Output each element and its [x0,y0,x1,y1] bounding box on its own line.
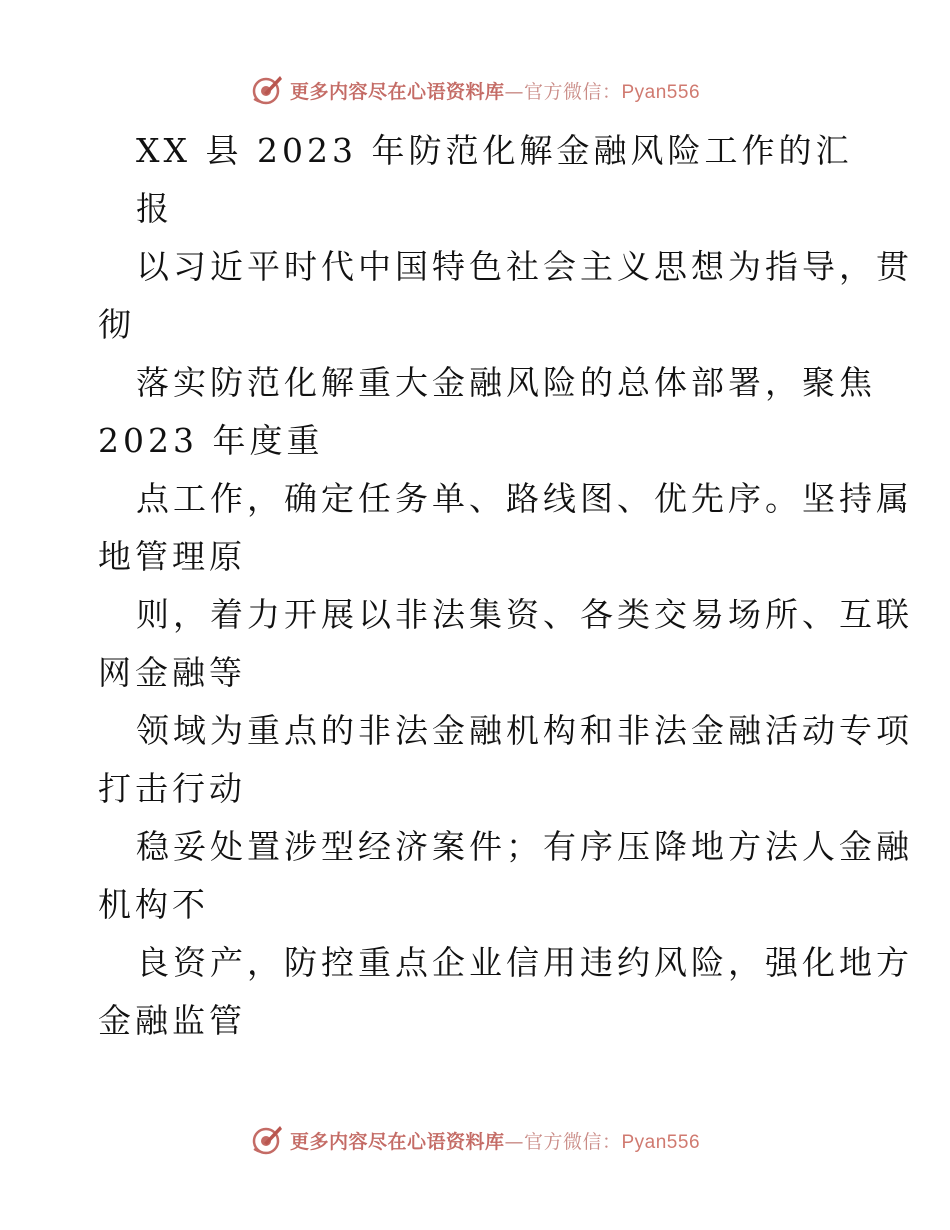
banner-separator: — [504,80,524,103]
paragraph-line: 良资产，防控重点企业信用违约风险，强化地方 [136,943,913,982]
quill-logo-icon [250,1123,284,1157]
paragraph-line: 则，着力开展以非法集资、各类交易场所、互联 [136,595,913,634]
banner-text [290,77,700,104]
banner-wechat-label: 官方微信： [523,80,622,103]
paragraph-line: 金融监管 [98,1001,246,1040]
paragraph-line: 稳妥处置涉型经济案件；有序压降地方法人金融 [136,827,913,866]
paragraph-line: 点工作，确定任务单、路线图、优先序。坚持属 [136,479,913,518]
paragraph-line: 以习近平时代中国特色社会主义思想为指导，贯 [136,247,913,286]
banner-wechat-id: Pyan556 [621,81,701,103]
paragraph-line: 落实防范化解重大金融风险的总体部署，聚焦 [136,363,876,402]
paragraph-line: 领域为重点的非法金融机构和非法金融活动专项 [136,711,913,750]
quill-logo-icon [250,73,284,107]
banner-text [290,1127,700,1154]
paragraph-line: 机构不 [98,885,209,924]
banner-main-text: 更多内容尽在心语资料库 [289,1130,505,1153]
paragraph-line: 网金融等 [98,653,246,692]
banner-wechat-id: Pyan556 [621,1131,701,1153]
header-banner [0,72,950,108]
document-title-line-2: 报 [136,189,173,228]
banner-wechat-label: 官方微信： [523,1130,622,1153]
paragraph-line: 2023 年度重 [98,421,324,460]
footer-banner [0,1122,950,1158]
banner-separator: — [504,1130,524,1153]
paragraph-line: 地管理原 [98,537,246,576]
paragraph-line: 打击行动 [98,769,246,808]
banner-main-text: 更多内容尽在心语资料库 [289,80,505,103]
paragraph-line: 彻 [98,305,135,344]
document-body [98,122,913,1050]
document-title-line-1: XX 县 2023 年防范化解金融风险工作的汇 [136,131,853,170]
